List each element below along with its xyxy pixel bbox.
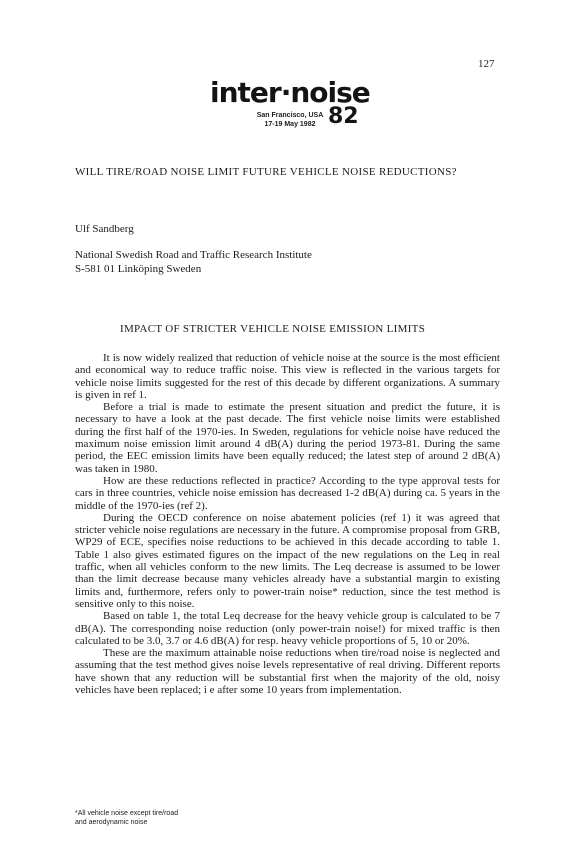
affiliation-line: S-581 01 Linköping Sweden xyxy=(75,263,202,275)
paragraph: How are these reductions reflected in practice? According to the type approval tests for cars in three countries, vehicle noise emission has decreased 1-2 dB(A) during ca. 5 years in the middle of the 1970-ies (ref 2). xyxy=(75,474,500,512)
logo-location: San Francisco, USA xyxy=(256,112,324,119)
logo-wordmark: inter·noise xyxy=(210,76,370,109)
author-name: Ulf Sandberg xyxy=(75,223,134,235)
paper-title: WILL TIRE/ROAD NOISE LIMIT FUTURE VEHICLE NOISE REDUCTIONS? xyxy=(75,166,457,178)
footnote-line: and aerodynamic noise xyxy=(75,819,148,826)
footnote-line: *All vehicle noise except tire/road xyxy=(75,810,179,817)
paragraph: During the OECD conference on noise abatement policies (ref 1) it was agreed that stricter vehicle noise regulations are necessary in the future. A compromise proposal from GRB, WP29 of ECE, specifies noise reductions to be achieved in this decade according to table 1. Table 1 also gives estimated figures on the impact of the new regulations on the Leq in real traffic, when all vehicles conform to the new limits. The Leq decrease is assumed to be lower than the limit decrease because many vehicles already have a substantial margin to existing limits and, furthermore, refers only to power-train noise* reduction, since the test method is sensitive only to this noise. xyxy=(75,511,500,610)
logo-year: 82 xyxy=(328,104,359,129)
paragraph: It is now widely realized that reduction of vehicle noise at the source is the most efficient and economical way to reduce traffic noise. This view is reflected in the various targets for vehicle noise limits suggested for the rest of this decade by different organizations. A summary is given in ref 1. xyxy=(75,352,500,401)
logo-location-dates xyxy=(247,111,333,129)
paragraph: Based on table 1, the total Leq decrease for the heavy vehicle group is calculated to be 7 dB(A). The corresponding noise reduction (only power-train noise!) for mixed traffic is then calculated to be 3.0, 3.7 or 4.6 dB(A) for resp. heavy vehicle proportions of 5, 10 or 20%. xyxy=(75,610,500,647)
affiliation-line: National Swedish Road and Traffic Research Institute xyxy=(75,249,312,261)
footnote xyxy=(75,809,178,827)
paragraph: Before a trial is made to estimate the present situation and predict the future, it is necessary to have a look at the past decade. The first vehicle noise limits were established during the first half of the 1970-ies. In Sweden, regulations for vehicle noise have reduced the maximum noise emission limit around 4 dB(A) during the period 1973-81. During the same period, the EEC emission limits have been equally reduced; the latest step of around 2 dB(A) was taken in 1980. xyxy=(75,401,500,475)
page-number: 127 xyxy=(478,58,495,70)
conference-logo xyxy=(210,76,370,138)
paragraph: These are the maximum attainable noise reductions when tire/road noise is neglected and assuming that the test method gives noise levels representative of real driving. Different reports have shown that any reduction will be substantial first when the majority of the old, noisy vehicles have been replaced; i e after some 10 years from implementation. xyxy=(75,647,500,697)
section-heading: IMPACT OF STRICTER VEHICLE NOISE EMISSION LIMITS xyxy=(120,323,426,335)
logo-dates: 17-19 May 1982 xyxy=(264,121,316,128)
body-text xyxy=(75,352,500,696)
